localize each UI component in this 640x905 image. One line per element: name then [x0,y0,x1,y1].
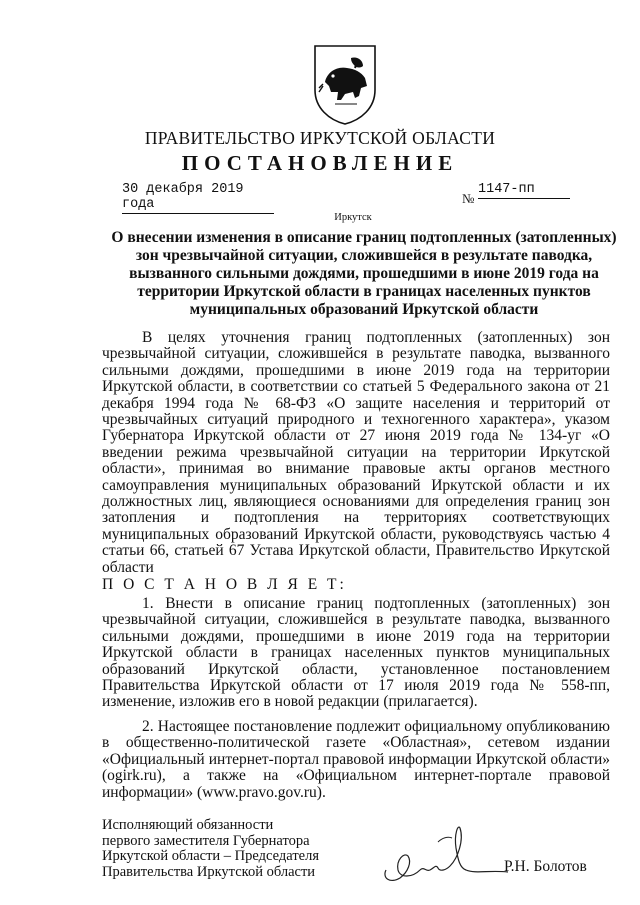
signatory-line-3: Иркутской области – Председателя [102,848,319,864]
signatory-line-4: Правительства Иркутской области [102,863,316,880]
decree-heading: П О С Т А Н О В Л Я Е Т: [102,576,347,593]
signatory-name: Р.Н. Болотов [504,858,587,875]
document-title: О внесении изменения в описание границ подтопленных (затопленных) зон чрезвычайной ситуации, сложившейся в результате паводка, вызванного сильными дождями, прошедшими в июне 2019 года на территории Иркутской области в границах населенных пунктов муниципальных образований Иркутской области [111,229,617,318]
signatory-position [102,818,319,880]
document-date: 30 декабря 2019 года [122,182,274,214]
item-1-paragraph: 1. Внести в описание границ подтопленных (затопленных) зон чрезвычайной ситуации, сложившейся в результате паводка, вызванного сильными дождями, прошедшими в июне 2019 года на территории Иркутской области в границах населенных пунктов муниципальных образований Иркутской области, установленное постановлением Правительства Иркутской области от 17 июля 2019 года № 558-пп, изменение, изложив его в новой редакции (прилагается). [102,595,610,711]
signatory-line-1: Исполняющий обязанности [102,817,274,833]
document-number: 1147-пп [478,182,570,199]
signature-icon [368,812,518,897]
government-name: ПРАВИТЕЛЬСТВО ИРКУТСКОЙ ОБЛАСТИ [144,128,496,148]
item-2-paragraph: 2. Настоящее постановление подлежит официальному опубликованию в общественно-политической газете «Областная», сетевом издании «Официальный интернет-портал правовой информации Иркутской области» (ogirk.ru), а также на «Официальном интернет-портале правовой информации» (www.pravo.gov.ru). [102,718,610,801]
document-type: ПОСТАНОВЛЕНИЕ [181,151,459,175]
number-sign: № [462,191,475,206]
city-label: Иркутск [334,212,372,223]
coat-of-arms-icon [311,42,379,126]
signatory-line-2: первого заместителя Губернатора [102,832,310,849]
preamble-paragraph: В целях уточнения границ подтопленных (затопленных) зон чрезвычайной ситуации, сложившейся в результате паводка, вызванного сильными дождями, прошедшими в июне 2019 года на территории Иркутской области, в соответствии со статьей 5 Федерального закона от 21 декабря 1994 года № 68-ФЗ «О защите населения и территорий от чрезвычайных ситуаций природного и техногенного характера», указом Губернатора Иркутской области от 27 июня 2019 года № 134-уг «О введении режима чрезвычайной ситуации на территории Иркутской области», принимая во внимание правовые акты органов местного самоуправления муниципальных образований Иркутской области и их должностных лиц, являющиеся основаниями для определения границ зон затопления и подтопления на территориях соответствующих муниципальных образований Иркутской области, руководствуясь частью 4 статьи 66, статьей 67 Устава Иркутской области, Правительство Иркутской области [102,329,610,576]
